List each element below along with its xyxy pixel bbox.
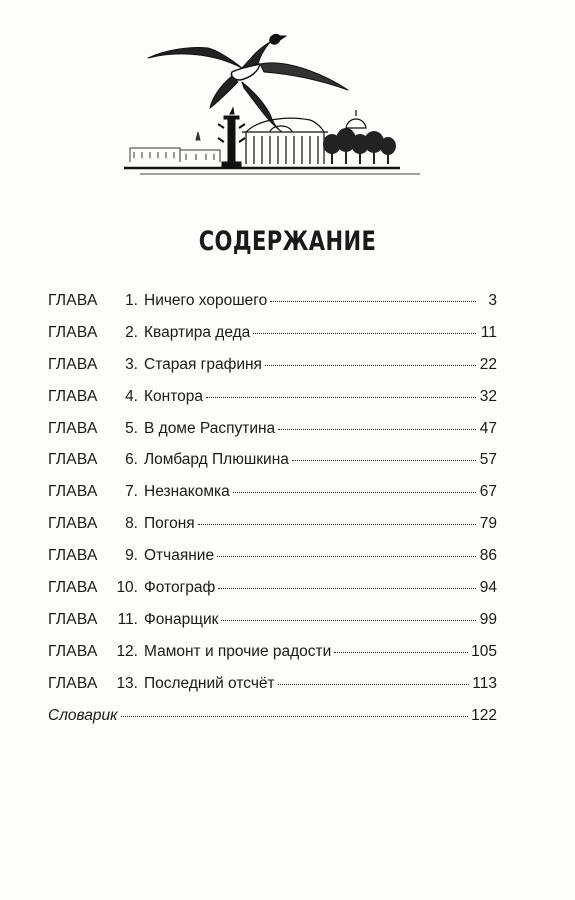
chapter-number: 11. (117, 610, 138, 628)
chapter-number: 1. (125, 292, 138, 309)
chapter-word: ГЛАВА (48, 642, 98, 660)
toc-row (48, 292, 497, 324)
toc-row (48, 675, 497, 707)
page-number: 86 (479, 547, 497, 565)
chapter-title: Фонарщик (144, 610, 219, 628)
glossary-title: Словарик (48, 706, 118, 724)
dot-leader (221, 620, 476, 621)
dot-leader (233, 492, 476, 493)
chapter-word: ГЛАВА (48, 451, 98, 469)
page-number: 57 (479, 451, 497, 469)
toc-row (48, 324, 497, 356)
page-title: СОДЕРЖАНИЕ (198, 226, 377, 257)
chapter-title: Квартира деда (144, 323, 251, 341)
chapter-word: ГЛАВА (48, 610, 98, 628)
stock-exchange-building-icon (242, 118, 328, 164)
dot-leader (206, 397, 476, 398)
seagull-icon (148, 34, 348, 132)
chapter-title: Старая графиня (144, 355, 262, 373)
page-number: 67 (479, 483, 497, 501)
page-number: 113 (472, 674, 497, 692)
chapter-number: 4. (125, 387, 138, 405)
page-number: 32 (479, 387, 497, 405)
toc-row (48, 388, 497, 420)
chapter-word: ГЛАВА (48, 419, 98, 437)
chapter-number: 8. (125, 515, 138, 533)
page-number: 99 (479, 610, 497, 628)
chapter-number: 5. (125, 419, 138, 437)
chapter-number: 7. (125, 483, 138, 501)
toc-row (48, 451, 497, 483)
chapter-title: Незнакомка (144, 483, 230, 501)
chapter-word: ГЛАВА (48, 674, 98, 692)
page-number: 79 (479, 515, 497, 533)
chapter-number: 6. (125, 451, 138, 469)
chapter-word: ГЛАВА (48, 292, 98, 309)
page-number: 94 (479, 579, 497, 597)
toc-row (48, 356, 497, 388)
page-number: 105 (471, 642, 497, 660)
dot-leader (253, 333, 476, 334)
page-number: 122 (471, 706, 497, 724)
chapter-number: 12. (116, 642, 138, 660)
page-number: 47 (479, 419, 497, 437)
dot-leader (198, 524, 476, 525)
chapter-title: В доме Распутина (144, 419, 276, 437)
page-number: 3 (488, 292, 497, 309)
dot-leader (270, 301, 476, 302)
chapter-word: ГЛАВА (48, 579, 98, 597)
page-number: 22 (479, 355, 497, 373)
chapter-title: Мамонт и прочие радости (144, 642, 332, 660)
chapter-title: Ничего хорошего (144, 292, 268, 309)
chapter-title: Отчаяние (144, 547, 215, 565)
chapter-number: 10. (116, 579, 138, 597)
dot-leader (292, 460, 476, 461)
page-number: 11 (480, 323, 497, 341)
table-of-contents (48, 292, 497, 738)
toc-row (48, 420, 497, 452)
chapter-word: ГЛАВА (48, 355, 98, 373)
distant-buildings-icon (130, 132, 220, 162)
chapter-word: ГЛАВА (48, 387, 98, 405)
dot-leader (334, 652, 468, 653)
trees-icon (323, 128, 396, 164)
toc-row (48, 547, 497, 579)
chapter-title: Последний отсчёт (144, 674, 275, 692)
toc-row (48, 483, 497, 515)
chapter-number: 3. (125, 355, 138, 373)
dot-leader (278, 429, 476, 430)
chapter-number: 9. (125, 547, 138, 565)
toc-row (48, 611, 497, 643)
dome-icon (346, 110, 366, 128)
toc-row (48, 515, 497, 547)
chapter-number: 2. (125, 323, 138, 341)
dot-leader (121, 716, 469, 717)
chapter-number: 13. (116, 674, 138, 692)
chapter-title: Контора (144, 387, 203, 405)
dot-leader (217, 556, 476, 557)
chapter-title: Погоня (144, 515, 195, 533)
dot-leader (278, 684, 470, 685)
chapter-word: ГЛАВА (48, 515, 98, 533)
chapter-word: ГЛАВА (48, 323, 98, 341)
toc-row-glossary (48, 707, 497, 739)
chapter-word: ГЛАВА (48, 483, 98, 501)
seagull-cityscape-illustration (120, 28, 420, 186)
chapter-title: Фотограф (144, 579, 216, 597)
rostral-column-icon (218, 108, 245, 168)
chapter-word: ГЛАВА (48, 547, 98, 565)
toc-row (48, 643, 497, 675)
chapter-title: Ломбард Плюшкина (144, 451, 289, 469)
dot-leader (218, 588, 476, 589)
toc-row (48, 579, 497, 611)
dot-leader (265, 365, 476, 366)
